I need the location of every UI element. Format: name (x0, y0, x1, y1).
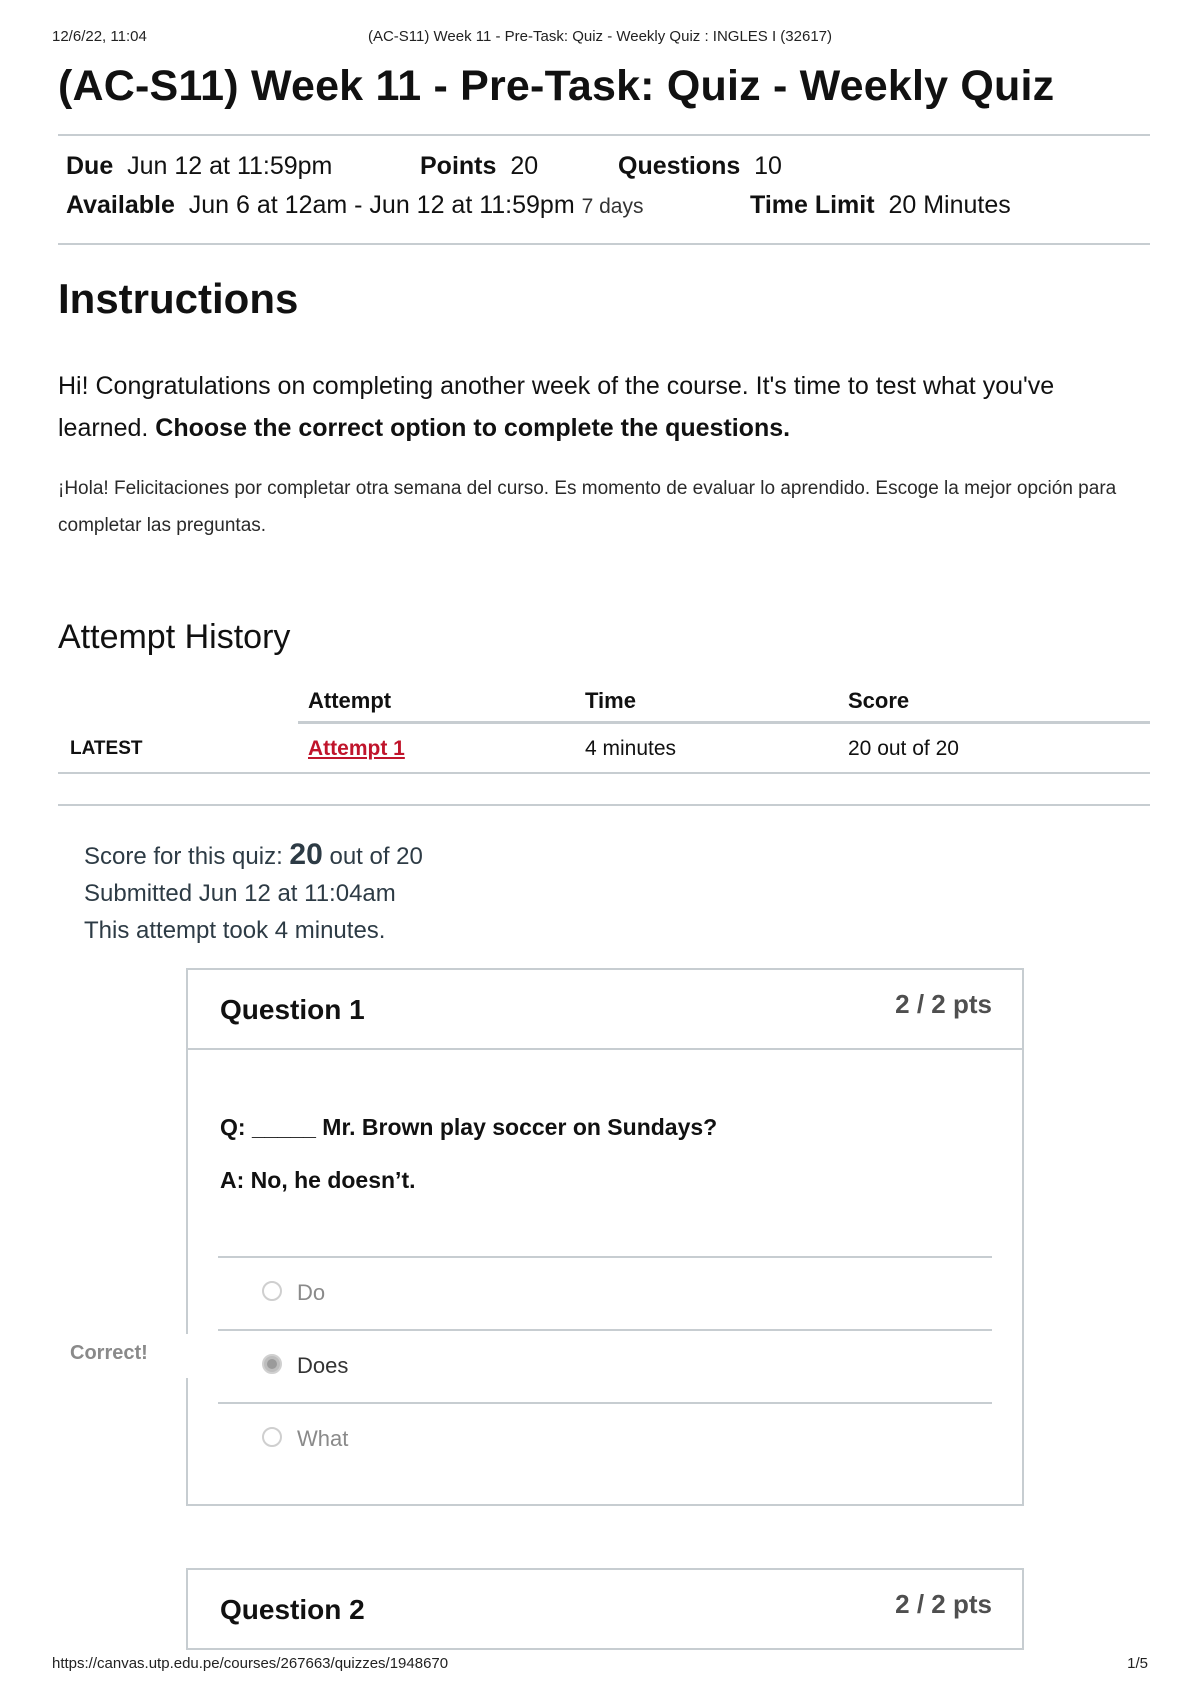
available-info (66, 191, 643, 220)
print-page-number: 1/5 (1127, 1655, 1148, 1672)
radio-button[interactable] (262, 1281, 282, 1301)
answer-divider (218, 1329, 992, 1331)
score-value: 20 (289, 838, 323, 871)
page-title: (AC-S11) Week 11 - Pre-Task: Quiz - Weekly Quiz (58, 62, 1055, 110)
correct-answer-label: Correct! (70, 1342, 148, 1364)
attempt-score: 20 out of 20 (848, 737, 959, 760)
answer-divider (218, 1256, 992, 1258)
print-doc-title: (AC-S11) Week 11 - Pre-Task: Quiz - Weekly Quiz : INGLES I (32617) (367, 28, 833, 45)
attempt-history-heading: Attempt History (58, 618, 291, 656)
answer-option-what[interactable] (262, 1426, 662, 1456)
question-1-title: Question 1 (220, 994, 365, 1025)
points-label: Points (420, 152, 497, 180)
questions-value: 10 (754, 152, 782, 180)
title-divider (58, 134, 1150, 136)
print-url: https://canvas.utp.edu.pe/courses/267663/quizzes/1948670 (52, 1655, 449, 1672)
score-suffix: out of 20 (322, 843, 423, 870)
answer-divider (218, 1402, 992, 1404)
answer-label: What (297, 1426, 349, 1451)
col-attempt: Attempt (308, 688, 392, 713)
col-score: Score (848, 688, 910, 713)
print-header (0, 28, 1200, 48)
col-time: Time (585, 688, 636, 713)
question-2-header (186, 1568, 1024, 1650)
question-2-title: Question 2 (220, 1594, 365, 1625)
due-label: Due (66, 152, 114, 180)
answer-label: Does (297, 1353, 349, 1378)
intro-plain: Hi! Congratulations on completing another week of the course. It's time to test what you've learned. (58, 372, 1055, 442)
score-summary (84, 838, 423, 872)
available-days: 7 days (581, 195, 644, 218)
points-info (420, 152, 538, 181)
answer-option-does[interactable] (262, 1353, 662, 1383)
radio-button[interactable] (262, 1427, 282, 1447)
instructions-heading: Instructions (58, 275, 299, 322)
latest-tag: LATEST (70, 738, 143, 759)
answer-label: Do (297, 1280, 326, 1305)
question-1-header (186, 968, 1024, 1050)
due-info (66, 152, 332, 181)
table-row-rule (58, 772, 1150, 774)
available-label: Available (66, 191, 175, 219)
points-value: 20 (510, 152, 539, 180)
time-limit-label: Time Limit (750, 191, 875, 219)
question-1-line-2: A: No, he doesn’t. (220, 1167, 416, 1193)
table-header-rule (298, 721, 1150, 724)
attempt-time: 4 minutes (585, 737, 677, 760)
question-1-line-1: Q: _____ Mr. Brown play soccer on Sundays? (220, 1114, 718, 1140)
submitted-time: Submitted Jun 12 at 11:04am (84, 880, 396, 907)
answer-option-do[interactable] (262, 1280, 662, 1310)
attempt-duration: This attempt took 4 minutes. (84, 917, 386, 944)
meta-divider (58, 243, 1150, 245)
history-divider (58, 804, 1150, 806)
correct-marker-tab (168, 1334, 188, 1378)
questions-info (618, 152, 782, 181)
print-date: 12/6/22, 11:04 (52, 28, 147, 45)
due-value: Jun 12 at 11:59pm (127, 152, 333, 180)
radio-button-selected[interactable] (262, 1354, 282, 1374)
intro-bold: Choose the correct option to complete the questions. (155, 414, 791, 442)
attempt-1-link[interactable]: Attempt 1 (308, 737, 405, 760)
time-limit-value: 20 Minutes (888, 191, 1011, 219)
question-1-points: 2 / 2 pts (895, 989, 992, 1019)
score-prefix: Score for this quiz: (84, 843, 290, 870)
print-footer (0, 1655, 1200, 1675)
time-limit-info (750, 191, 1011, 220)
available-value: Jun 6 at 12am - Jun 12 at 11:59pm (188, 191, 575, 219)
instructions-intro (58, 365, 1148, 449)
questions-label: Questions (618, 152, 741, 180)
instructions-spanish: ¡Hola! Felicitaciones por completar otra semana del curso. Es momento de evaluar lo aprendido. Escoge la mejor opción para completar las preguntas. (58, 478, 1117, 536)
question-2-points: 2 / 2 pts (895, 1589, 992, 1619)
